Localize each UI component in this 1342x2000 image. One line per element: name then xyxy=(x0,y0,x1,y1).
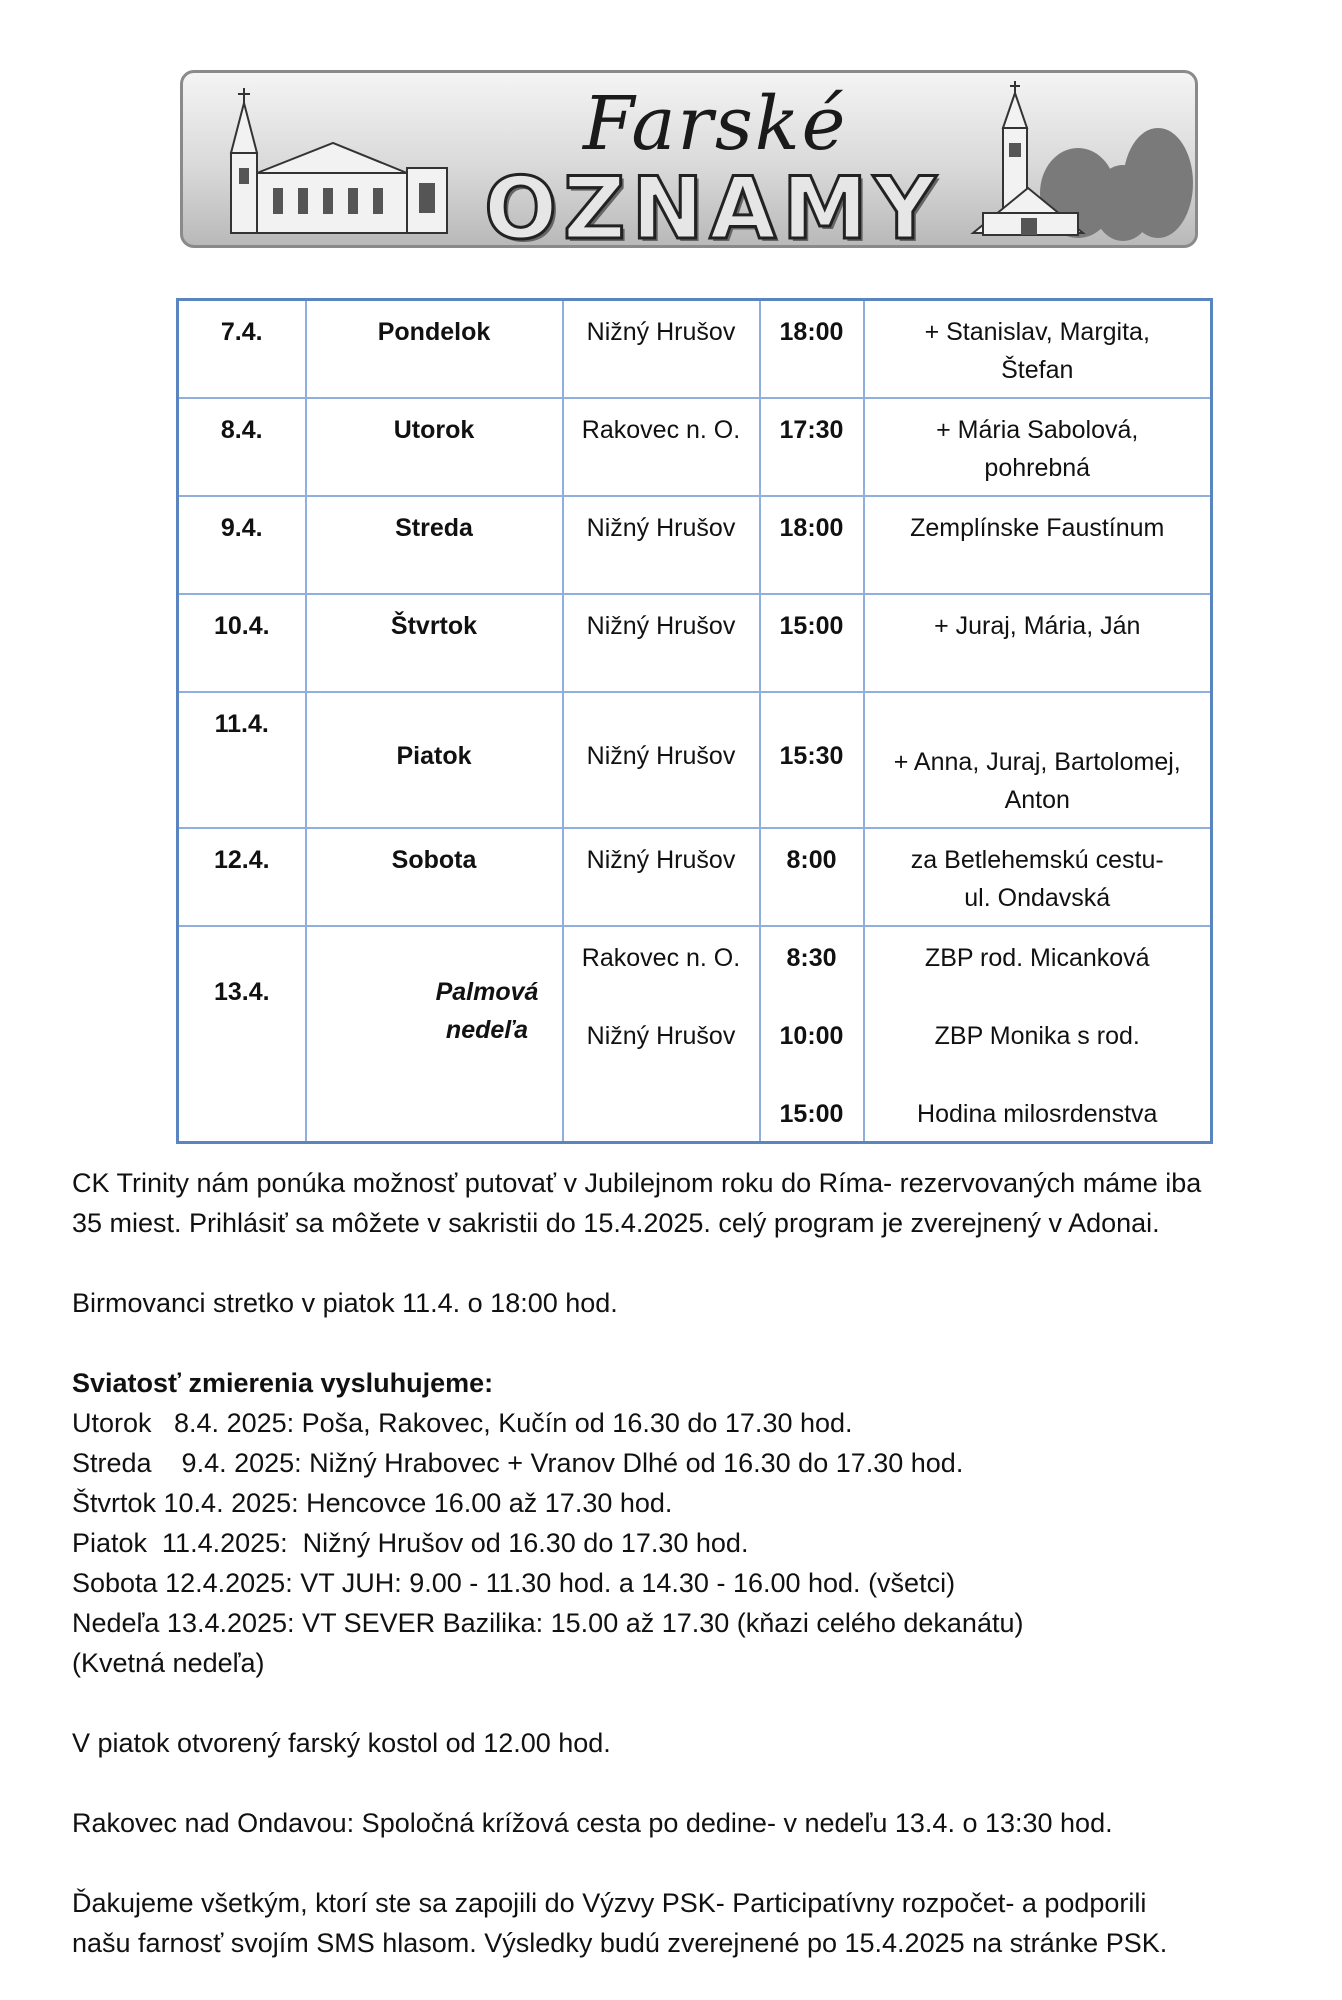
confirmation-note: Birmovanci stretko v piatok 11.4. o 18:00 hod. xyxy=(72,1288,618,1318)
intention-cell xyxy=(864,496,1212,594)
table-row xyxy=(178,398,1212,496)
confession-line: Streda 9.4. 2025: Nižný Hrabovec + Vranov Dlhé od 16.30 do 17.30 hod. xyxy=(72,1448,964,1478)
place-line xyxy=(570,1095,753,1133)
place-cell: Nižný Hrušov xyxy=(563,692,760,828)
confession-line: Sobota 12.4.2025: VT JUH: 9.00 - 11.30 hod. a 14.30 - 16.00 hod. (všetci) xyxy=(72,1568,956,1598)
time-cell: 15:00 xyxy=(760,594,864,692)
day-cell: Streda xyxy=(306,496,563,594)
intention-line: za Betlehemskú cestu- xyxy=(910,846,1164,874)
intention-line: Anton xyxy=(1004,786,1070,814)
table-row xyxy=(178,594,1212,692)
date-cell: 8.4. xyxy=(178,398,306,496)
place-line: Nižný Hrušov xyxy=(586,1022,736,1050)
day-cell: Utorok xyxy=(306,398,563,496)
place-line: Rakovec n. O. xyxy=(581,944,741,972)
intention-line: pohrebná xyxy=(984,454,1091,482)
thanks-line: Ďakujeme všetkým, ktorí ste sa zapojili do Výzvy PSK- Participatívny rozpočet- a podporili xyxy=(72,1888,1147,1918)
intention-line: Štefan xyxy=(1001,356,1074,384)
confession-title: Sviatosť zmierenia vysluhujeme: xyxy=(72,1368,494,1398)
date-cell: 11.4. xyxy=(178,692,306,828)
time-cell: 15:30 xyxy=(760,692,864,828)
date-cell: 7.4. xyxy=(178,300,306,399)
intention-line: + Anna, Juraj, Bartolomej, xyxy=(893,748,1181,776)
time-line: 10:00 xyxy=(779,1022,844,1050)
intention-cell xyxy=(864,926,1212,1143)
day-cell: Pondelok xyxy=(306,300,563,399)
banner-title-big: OZNAMY xyxy=(484,159,942,248)
time-cell: 18:00 xyxy=(760,496,864,594)
intention-line: ZBP rod. Micanková xyxy=(924,944,1150,972)
day-line: Palmová xyxy=(435,978,539,1006)
intention-line: ul. Ondavská xyxy=(964,884,1111,912)
day-line: nedeľa xyxy=(445,1016,529,1044)
time-cell xyxy=(760,926,864,1143)
intention-line: Zemplínske Faustínum xyxy=(910,514,1165,542)
time-line: 8:30 xyxy=(786,944,837,972)
day-cell xyxy=(306,926,563,1143)
place-cell: Rakovec n. O. xyxy=(563,398,760,496)
table-row xyxy=(178,926,1212,1143)
table-row xyxy=(178,496,1212,594)
date-cell: 9.4. xyxy=(178,496,306,594)
table-row xyxy=(178,692,1212,828)
header-banner xyxy=(180,70,1198,248)
day-cell: Sobota xyxy=(306,828,563,926)
day-cell: Piatok xyxy=(306,692,563,828)
mass-schedule-table xyxy=(176,298,1213,1144)
banner-title-script: Farské xyxy=(583,81,848,167)
intention-line: ZBP Monika s rod. xyxy=(934,1022,1140,1050)
date-cell: 13.4. xyxy=(178,926,306,1143)
date-cell: 12.4. xyxy=(178,828,306,926)
time-cell: 17:30 xyxy=(760,398,864,496)
confession-line: Nedeľa 13.4.2025: VT SEVER Bazilika: 15.00 až 17.30 (kňazi celého dekanátu) xyxy=(72,1608,1024,1638)
place-cell xyxy=(563,926,760,1143)
intention-cell xyxy=(864,300,1212,399)
intention-cell xyxy=(864,692,1212,828)
time-cell: 18:00 xyxy=(760,300,864,399)
thanks-line: našu farnosť svojím SMS hlasom. Výsledky budú zverejnené po 15.4.2025 na stránke PSK. xyxy=(72,1928,1168,1958)
church-open-note: V piatok otvorený farský kostol od 12.00 hod. xyxy=(72,1728,611,1758)
day-cell: Štvrtok xyxy=(306,594,563,692)
intention-cell xyxy=(864,398,1212,496)
intention-line: Hodina milosrdenstva xyxy=(917,1100,1158,1128)
table-row xyxy=(178,300,1212,399)
place-cell: Nižný Hrušov xyxy=(563,828,760,926)
place-cell: Nižný Hrušov xyxy=(563,594,760,692)
trinity-line: 35 miest. Prihlásiť sa môžete v sakristii do 15.4.2025. celý program je zverejnený v Adonai. xyxy=(72,1208,1160,1238)
place-cell: Nižný Hrušov xyxy=(563,496,760,594)
way-of-cross-note: Rakovec nad Ondavou: Spoločná krížová cesta po dedine- v nedeľu 13.4. o 13:30 hod. xyxy=(72,1808,1113,1838)
trinity-line: CK Trinity nám ponúka možnosť putovať v Jubilejnom roku do Ríma- rezervovaných máme iba xyxy=(72,1168,1202,1198)
time-line: 15:00 xyxy=(779,1100,844,1128)
announcements xyxy=(72,1163,1322,1963)
time-cell: 8:00 xyxy=(760,828,864,926)
intention-line: + Juraj, Mária, Ján xyxy=(934,612,1141,640)
intention-line: + Stanislav, Margita, xyxy=(924,318,1150,346)
confession-line: Utorok 8.4. 2025: Poša, Rakovec, Kučín od 16.30 do 17.30 hod. xyxy=(72,1408,853,1438)
table-row xyxy=(178,828,1212,926)
intention-cell xyxy=(864,828,1212,926)
confession-line: Štvrtok 10.4. 2025: Hencovce 16.00 až 17.30 hod. xyxy=(72,1488,673,1518)
place-cell: Nižný Hrušov xyxy=(563,300,760,399)
confession-line: Piatok 11.4.2025: Nižný Hrušov od 16.30 do 17.30 hod. xyxy=(72,1528,749,1558)
confession-line: (Kvetná nedeľa) xyxy=(72,1648,265,1678)
intention-line: + Mária Sabolová, xyxy=(936,416,1139,444)
date-cell: 10.4. xyxy=(178,594,306,692)
intention-cell xyxy=(864,594,1212,692)
